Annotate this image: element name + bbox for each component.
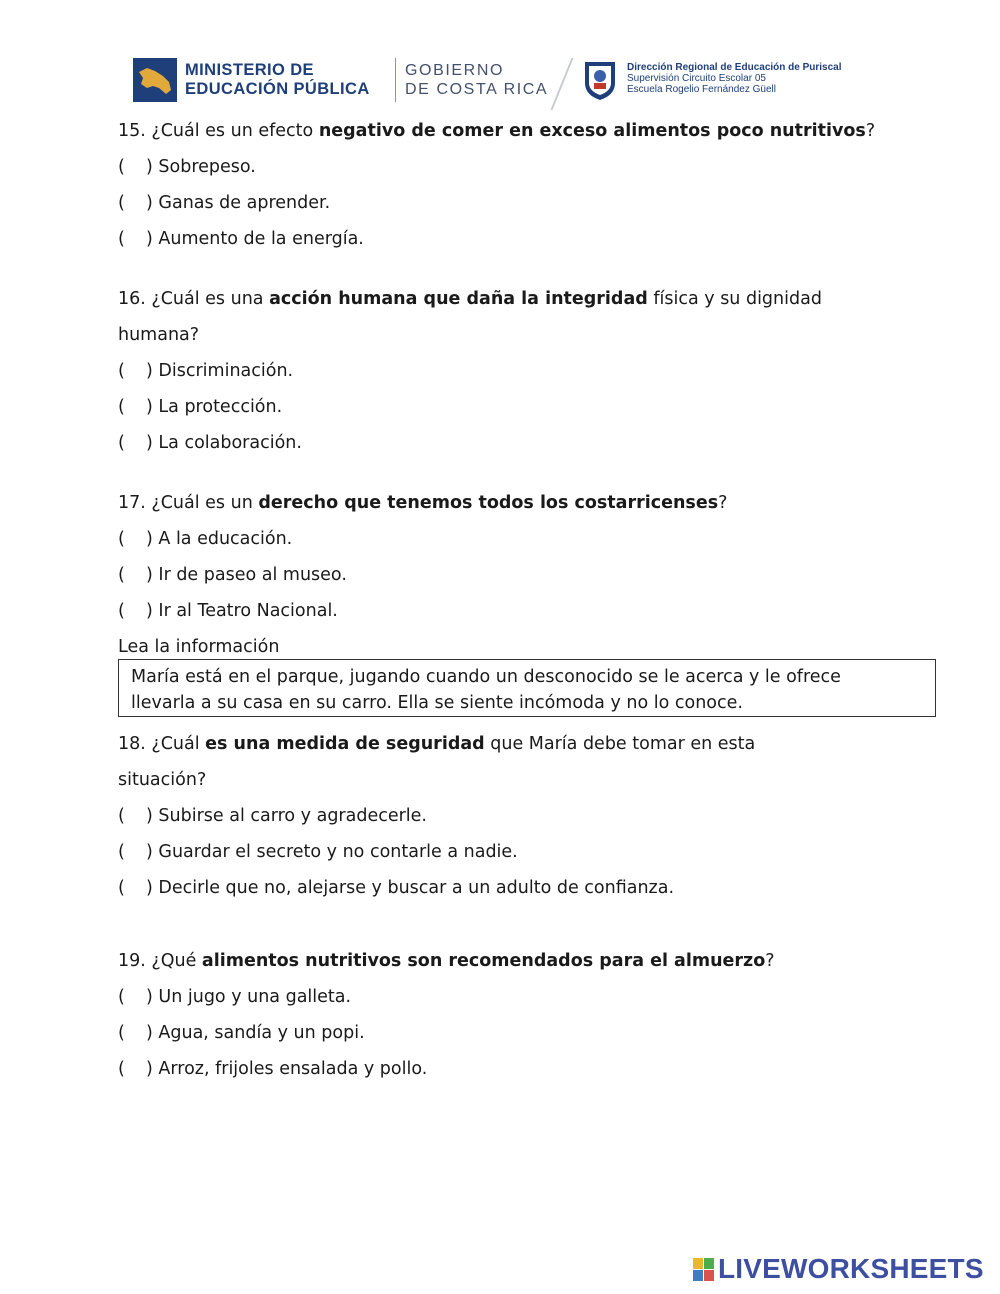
- ministry-name: MINISTERIO DE EDUCACIÓN PÚBLICA: [185, 61, 370, 98]
- answer-option[interactable]: ( ) Discriminación.: [118, 361, 294, 381]
- answer-option[interactable]: ( ) Decirle que no, alejarse y buscar a un adulto de confianza.: [118, 878, 675, 898]
- info-text-line: llevarla a su casa en su carro. Ella se siente incómoda y no lo conoce.: [131, 693, 743, 713]
- answer-option[interactable]: ( ) La colaboración.: [118, 433, 302, 453]
- question-16-continuation: humana?: [118, 325, 200, 345]
- header-divider: [395, 58, 396, 102]
- info-text-line: María está en el parque, jugando cuando un desconocido se le acerca y le ofrece: [131, 667, 841, 687]
- answer-option[interactable]: ( ) Guardar el secreto y no contarle a nadie.: [118, 842, 518, 862]
- brand-name: LIVEWORKSHEETS: [718, 1253, 984, 1284]
- info-box: [118, 659, 936, 717]
- school-shield-icon: [583, 59, 617, 101]
- answer-option[interactable]: ( ) Ganas de aprender.: [118, 193, 331, 213]
- answer-option[interactable]: ( ) Ir al Teatro Nacional.: [118, 601, 338, 621]
- header-divider: [550, 58, 573, 110]
- answer-option[interactable]: ( ) La protección.: [118, 397, 283, 417]
- answer-option[interactable]: ( ) Subirse al carro y agradecerle.: [118, 806, 427, 826]
- page-header: [133, 52, 873, 112]
- answer-option[interactable]: ( ) Un jugo y una galleta.: [118, 987, 352, 1007]
- answer-option[interactable]: ( ) Agua, sandía y un popi.: [118, 1023, 365, 1043]
- brand-blocks-icon: [693, 1258, 715, 1282]
- answer-option[interactable]: ( ) Ir de paseo al museo.: [118, 565, 347, 585]
- regional-office-info: Dirección Regional de Educación de Puriscal Supervisión Circuito Escolar 05 Escuela Rogelio Fernández Güell: [627, 62, 842, 95]
- question-16: 16. ¿Cuál es una acción humana que daña la integridad física y su dignidad: [118, 289, 822, 309]
- answer-option[interactable]: ( ) A la educación.: [118, 529, 293, 549]
- government-name: GOBIERNO DE COSTA RICA: [405, 62, 549, 98]
- costa-rica-map-logo: [133, 58, 177, 102]
- answer-option[interactable]: ( ) Sobrepeso.: [118, 157, 256, 177]
- answer-option[interactable]: ( ) Arroz, frijoles ensalada y pollo.: [118, 1059, 428, 1079]
- question-19: 19. ¿Qué alimentos nutritivos son recomendados para el almuerzo?: [118, 951, 775, 971]
- answer-option[interactable]: ( ) Aumento de la energía.: [118, 229, 364, 249]
- question-15: 15. ¿Cuál es un efecto negativo de comer en exceso alimentos poco nutritivos?: [118, 121, 876, 141]
- question-17: 17. ¿Cuál es un derecho que tenemos todos los costarricenses?: [118, 493, 728, 513]
- question-18: 18. ¿Cuál es una medida de seguridad que María debe tomar en esta: [118, 734, 756, 754]
- info-label: Lea la información: [118, 637, 280, 657]
- question-18-continuation: situación?: [118, 770, 207, 790]
